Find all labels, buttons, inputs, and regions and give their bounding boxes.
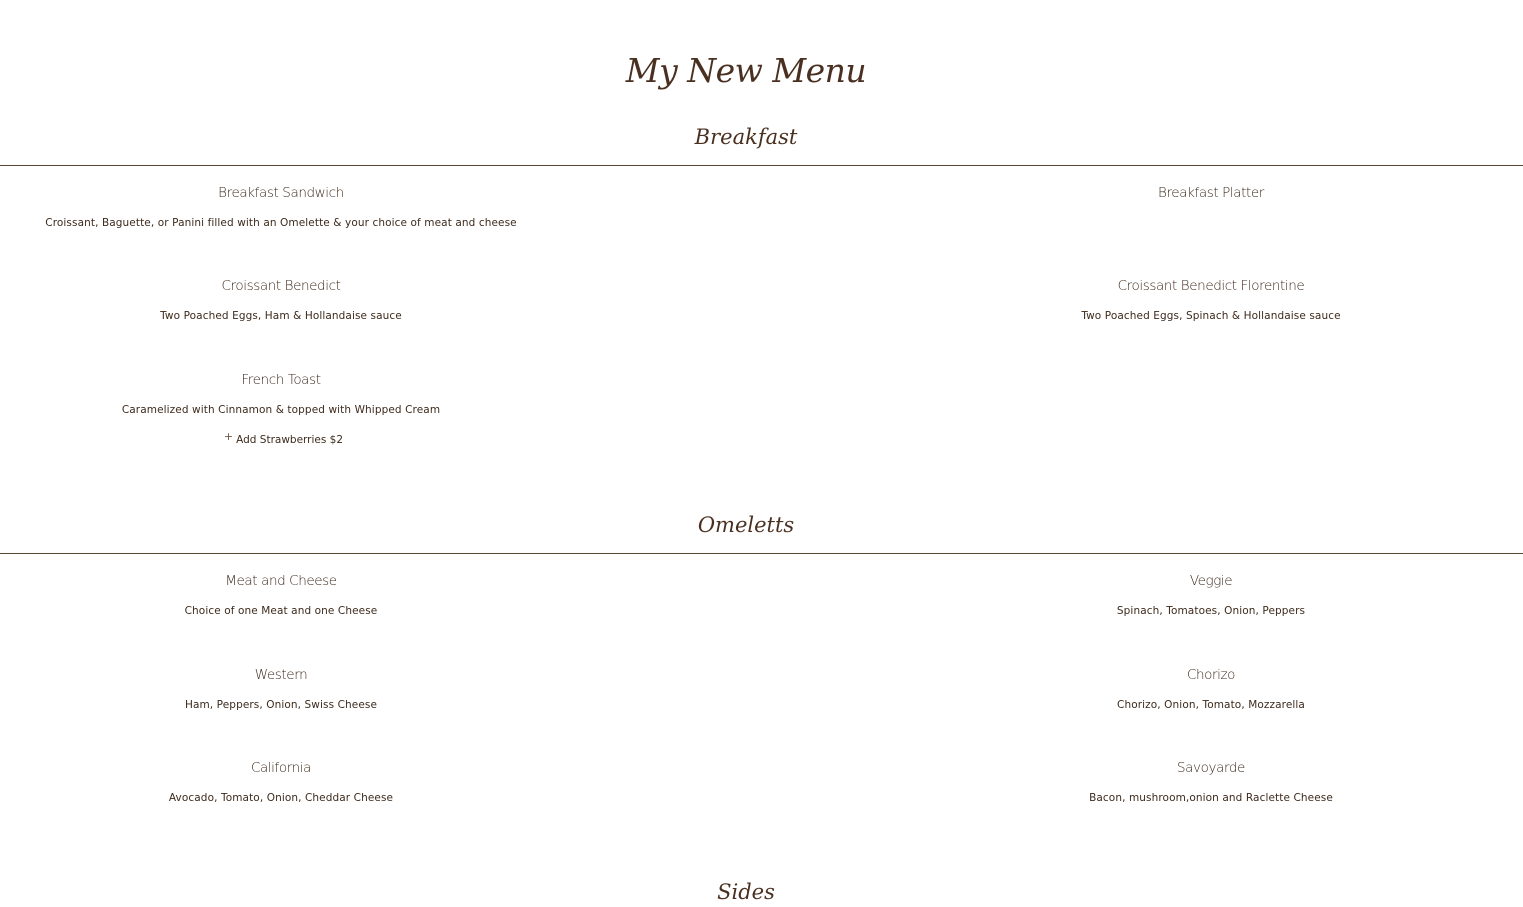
item-description: Caramelized with Cinnamon & topped with Whipped Cream	[121, 404, 441, 416]
plus-icon: +	[223, 430, 234, 443]
item-addon-label: Add Strawberries $2	[236, 434, 344, 446]
item-name: California	[250, 760, 312, 776]
section-title-sides: Sides	[717, 880, 775, 904]
item-name: French Toast	[241, 372, 321, 388]
section-divider-omeletts	[0, 553, 1523, 554]
item-name: Meat and Cheese	[225, 573, 337, 589]
menu-item-croissant-benedict	[1, 277, 561, 323]
item-name: Veggie	[1189, 573, 1233, 589]
menu-item-savoyarde	[931, 759, 1491, 805]
menu-item-chorizo	[931, 666, 1491, 712]
section-divider-breakfast	[0, 165, 1523, 166]
section-title-breakfast: Breakfast	[694, 125, 798, 149]
item-name: Chorizo	[1186, 667, 1236, 683]
menu-item-french-toast	[1, 371, 561, 447]
menu-item-croissant-benedict-florentine	[931, 277, 1491, 323]
menu-item-meat-and-cheese	[1, 572, 561, 618]
menu-item-western	[1, 666, 561, 712]
item-name: Breakfast Sandwich	[218, 185, 344, 201]
item-description: Avocado, Tomato, Onion, Cheddar Cheese	[168, 792, 394, 804]
item-name: Croissant Benedict	[221, 278, 341, 294]
item-addon	[1, 430, 561, 447]
item-description: Bacon, mushroom,onion and Raclette Cheese	[1089, 792, 1333, 804]
item-name: Breakfast Platter	[1158, 185, 1264, 201]
item-description: Spinach, Tomatoes, Onion, Peppers	[1116, 605, 1306, 617]
menu-item-breakfast-platter	[931, 184, 1491, 202]
item-description: Chorizo, Onion, Tomato, Mozzarella	[1117, 699, 1305, 711]
item-name: Croissant Benedict Florentine	[1117, 278, 1305, 294]
menu-item-veggie	[931, 572, 1491, 618]
item-description: Two Poached Eggs, Spinach & Hollandaise sauce	[1081, 310, 1341, 322]
menu-title: My New Menu	[625, 51, 867, 90]
section-title-omeletts: Omeletts	[697, 513, 795, 537]
item-description: Croissant, Baguette, or Panini filled with an Omelette & your choice of meat and cheese	[45, 217, 517, 229]
item-name: Western	[254, 667, 308, 683]
menu-item-breakfast-sandwich	[1, 184, 561, 230]
item-name: Savoyarde	[1177, 760, 1245, 776]
menu-item-california	[1, 759, 561, 805]
item-description: Choice of one Meat and one Cheese	[184, 605, 378, 617]
item-description: Two Poached Eggs, Ham & Hollandaise sauce	[160, 310, 402, 322]
item-description: Ham, Peppers, Onion, Swiss Cheese	[184, 699, 378, 711]
